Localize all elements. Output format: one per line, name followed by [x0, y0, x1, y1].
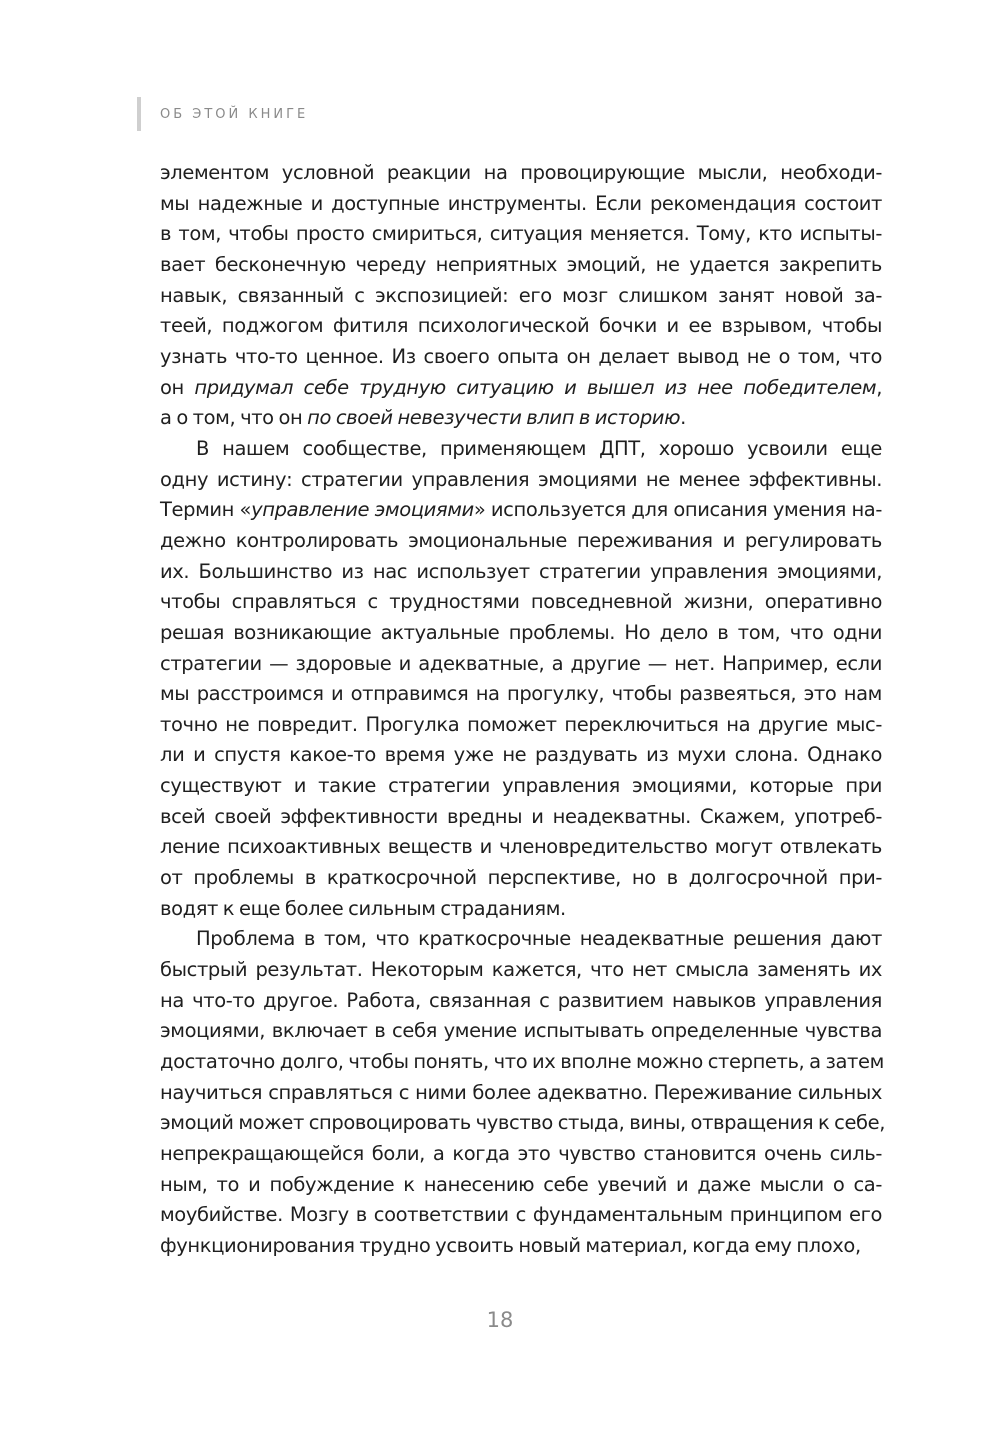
text-line: узнать что-то ценное. Из своего опыта он делает вывод не о том, что [160, 344, 882, 368]
text-line: быстрый результат. Некоторым кажется, что нет смысла заменять их [160, 958, 882, 982]
text-line: элементом условной реакции на провоцирующие мысли, необходи- [160, 161, 882, 184]
text-line: мы расстроимся и отправимся на прогулку, чтобы развеяться, это нам [160, 682, 882, 706]
text-line: их. Большинство из нас использует стратегии управления эмоциями, [160, 559, 882, 583]
text-line: вает бесконечную череду неприятных эмоций, не удается закрепить [160, 252, 882, 276]
text-line: одну истину: стратегии управления эмоциями не менее эффективны. [160, 467, 882, 491]
text-line [160, 495, 882, 526]
text-line: водят к еще более сильным страданиям. [160, 896, 566, 920]
text-line: ли и спустя какое-то время уже не раздувать из мухи слона. Однако [160, 743, 882, 767]
paragraph [160, 158, 882, 434]
text-line: ным, то и побуждение к нанесению себе увечий и даже мысли о са- [160, 1172, 882, 1196]
text-line: на что-то другое. Работа, связанная с развитием навыков управления [160, 988, 882, 1012]
paragraph [160, 434, 882, 925]
italic-phrase: управление эмоциями [251, 498, 474, 522]
text-line: решая возникающие актуальные проблемы. Но дело в том, что одни [160, 620, 882, 644]
running-header-rule [137, 97, 141, 131]
text-line: чтобы справляться с трудностями повседневной жизни, оперативно [160, 590, 882, 614]
page-number: 18 [486, 1308, 514, 1332]
text-line: ление психоактивных веществ и членовредительство могут отвлекать [160, 835, 882, 859]
text-line: точно не повредит. Прогулка поможет переключиться на другие мыс- [160, 712, 882, 736]
text-segment: а о том, что он [160, 406, 308, 430]
text-line: стратегии — здоровые и адекватные, а другие — нет. Например, если [160, 651, 882, 675]
text-line: непрекращающейся боли, а когда это чувство становится очень силь- [160, 1142, 882, 1165]
italic-phrase: придумал себе трудную ситуацию и вышел из нее победителем [194, 375, 877, 399]
text-line: научиться справляться с ними более адекватно. Переживание сильных [160, 1080, 882, 1104]
text-line: всей своей эффективности вредны и неадекватны. Скажем, употреб- [160, 804, 882, 828]
text-segment: он [160, 375, 195, 399]
text-line: эмоциями, включает в себя умение испытывать определенные чувства [160, 1019, 882, 1043]
text-line: навык, связанный с экспозицией: его мозг слишком занят новой за- [160, 283, 882, 307]
text-line: теей, поджогом фитиля психологической бочки и ее взрывом, чтобы [160, 314, 882, 338]
text-line: мы надежные и доступные инструменты. Если рекомендация состоит [160, 191, 882, 215]
text-line: достаточно долго, чтобы понять, что их вполне можно стерпеть, а затем [160, 1050, 884, 1074]
text-segment: » используется для описания умения на- [473, 498, 882, 522]
text-line: Проблема в том, что краткосрочные неадекватные решения дают [196, 927, 882, 951]
text-line: в том, чтобы просто смириться, ситуация меняется. Тому, кто испыты- [160, 222, 882, 246]
text-segment: . [680, 406, 686, 430]
paragraph [160, 924, 886, 1261]
text-line: эмоций может спровоцировать чувство стыда, вины, отвращения к себе, [160, 1111, 886, 1135]
text-line: В нашем сообществе, применяющем ДПТ, хорошо усвоили еще [196, 436, 882, 460]
text-segment: , [876, 375, 882, 399]
text-line [160, 373, 882, 404]
running-header: ОБ ЭТОЙ КНИГЕ [160, 107, 309, 122]
italic-phrase: по своей невезучести влип в историю [307, 406, 681, 430]
text-line: от проблемы в краткосрочной перспективе, но в долгосрочной при- [160, 866, 882, 890]
text-line: существуют и такие стратегии управления эмоциями, которые при [160, 774, 882, 798]
text-segment: Термин « [160, 498, 252, 522]
text-line: дежно контролировать эмоциональные переживания и регулировать [160, 528, 882, 552]
text-line [160, 403, 882, 434]
text-line: моубийстве. Мозгу в соответствии с фундаментальным принципом его [160, 1203, 882, 1227]
text-line: функционирования трудно усвоить новый материал, когда ему плохо, [160, 1233, 861, 1257]
body-text [160, 158, 886, 1262]
